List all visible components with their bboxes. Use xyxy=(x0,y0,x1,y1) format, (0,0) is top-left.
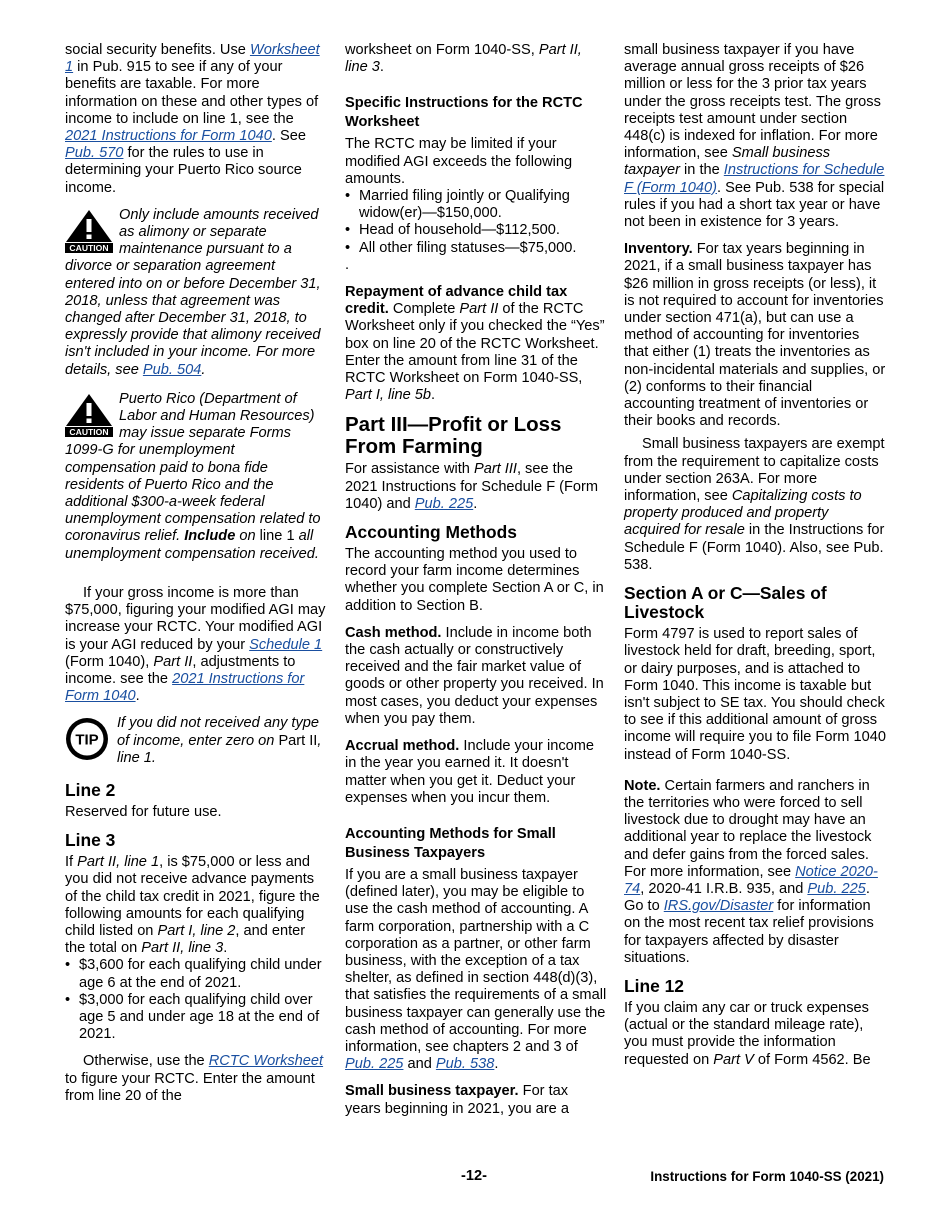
column-1 xyxy=(65,42,327,1115)
cash-method-paragraph: Cash method. Include in income both the cash actually or constructively received and the fair market value of goods or other property you received. In most cases, you deduct your expenses when you pay them. xyxy=(345,624,604,727)
page-footer xyxy=(0,1168,950,1188)
otherwise-paragraph: Otherwise, use the RCTC Worksheet to figure your RCTC. Enter the amount from line 20 of the xyxy=(65,1053,324,1104)
list-item: • All other filing statuses—$75,000. xyxy=(345,240,607,257)
line-3-heading: Line 3 xyxy=(65,830,116,851)
pub-225-link[interactable]: Pub. 225 xyxy=(345,1056,404,1073)
stray-dot: . xyxy=(345,256,350,273)
line-2-text: Reserved for future use. xyxy=(65,803,222,820)
column-3 xyxy=(624,42,886,1079)
pub-225-link[interactable]: Pub. 225 xyxy=(807,880,866,897)
caution-label: CAUTION xyxy=(69,426,109,437)
schedule-f-instructions-link[interactable]: Instructions for Schedule F (Form 1040) xyxy=(624,162,885,196)
tip-note: TIP If you did not received any type of income, enter zero on Part II, line 1. xyxy=(65,715,327,767)
accrual-method-paragraph: Accrual method. Include your income in the year you earned it. It doesn't matter when you get it. Deduct your expenses when you incur them. xyxy=(345,738,595,806)
line-12-heading: Line 12 xyxy=(624,975,684,996)
accounting-methods-heading: Accounting Methods xyxy=(345,522,517,543)
repayment-paragraph: Repayment of advance child tax credit. Complete Part II of the RCTC Worksheet only if you checked the “Yes” box on line 20 of the RCTC Worksheet. Enter the amount from line 31 of the RCTC Worksheet on Form 1040-SS, Part I, line 5b. xyxy=(345,284,605,404)
capitalize-paragraph: Small business taxpayers are exempt from the requirement to capitalize costs under section 263A. For more information, see Capitalizing costs to property produced and property acquired for resale in the Instructions for Schedule F (Form 1040). Also, see Pub. 538. xyxy=(624,436,885,573)
line-2-heading: Line 2 xyxy=(65,779,116,800)
notice-2020-74-link[interactable]: Notice 2020-74 xyxy=(624,863,878,897)
instructions-1040-link-2[interactable]: 2021 Instructions for Form 1040 xyxy=(65,670,305,705)
page-number: -12- xyxy=(461,1168,487,1184)
pub-570-link[interactable]: Pub. 570 xyxy=(65,145,124,162)
tip-label: TIP xyxy=(75,731,99,749)
note-paragraph: Note. Certain farmers and ranchers in the territories who were forced to sell livestock due to drought may have an additional year to replace the livestock and defer gains from the forced sales. For more information, see Notice 2020-74, 2020-41 I.R.B. 935, and Pub. 225. Go to IRS.gov/Disaster for information on the most recent tax relief provisions for taxpayers affected by disaster situations. xyxy=(624,777,878,966)
line-12-paragraph: If you claim any car or truck expenses (actual or the standard mileage rate), you must provide the information requested on Part V of Form 4562. Be xyxy=(624,999,871,1068)
part-3-heading: Part III—Profit or Loss From Farming xyxy=(345,413,562,459)
small-business-taxpayer-paragraph: Small business taxpayer. For tax years beginning in 2021, you are a xyxy=(345,1083,569,1117)
line-3-paragraph: If Part II, line 1, is $75,000 or less and you did not receive advance payments of the child tax credit in 2021, figure the following amounts for each qualifying child listed on Part I, line 2, and enter the total on Part II, line 3. xyxy=(65,854,320,957)
list-item: • Married filing jointly or Qualifying widow(er)—$150,000. xyxy=(345,188,607,222)
accounting-methods-paragraph: The accounting method you used to record your farm income determines whether you complete Section A or C, in addition to Section B. xyxy=(345,546,604,614)
caution-icon xyxy=(65,393,113,437)
section-a-c-paragraph: Form 4797 is used to report sales of livestock held for draft, breeding, sport, or dairy purposes, and is attached to Form 1040. This income is taxable but isn't subject to SE tax. You should check to see if this additional amount of gross income will require you to file Form 1040 instead of Form 1040-SS. xyxy=(624,626,886,763)
caution-note-unemployment: CAUTION Puerto Rico (Department of Labor and Human Resources) may issue separate Forms 1099-G for unemployment compensation paid to bona fide residents of Puerto Rico and the additional $300-a-week federal unemployment compensation related to coronavirus relief. Include on line 1 all unemployment compensation received. xyxy=(65,390,321,562)
caution-label: CAUTION xyxy=(69,242,109,253)
pub-538-link[interactable]: Pub. 538 xyxy=(435,1056,495,1073)
continuation-paragraph: worksheet on Form 1040-SS, Part II, line 3. xyxy=(345,42,582,76)
intro-paragraph: social security benefits. Use Worksheet 1 in Pub. 915 to see if any of your benefits are taxable. For more information on these and other types of income to include on line 1, see the 2021 Instructions for Form 1040. See Pub. 570 for the rules to use in determining your Puerto Rico source income. xyxy=(65,42,320,196)
caution-note-alimony: CAUTION Only include amounts received as alimony or separate maintenance pursuant to a divorce or separation agreement entered into on or before December 31, 2018, unless that agreement was changed after December 31, 2018, to expressly provide that alimony received isn't included in your income. For more details, see Pub. 504. xyxy=(65,206,321,378)
tip-icon xyxy=(65,717,109,761)
small-business-heading: Accounting Methods for Small Business Taxpayers xyxy=(345,825,556,861)
worksheet-1-link[interactable]: Worksheet 1 xyxy=(65,42,320,76)
inventory-paragraph: Inventory. For tax years beginning in 2021, if a small business taxpayer has $26 million in gross receipts (or less), it is not required to account for inventories under section 471(a), but can use a method of accounting for inventories that either (1) treats the inventories as non-incidental materials and supplies, or (2) conforms to their financial accounting treatment of inventories or their books and records. xyxy=(624,241,886,430)
part-3-paragraph: For assistance with Part III, see the 2021 Instructions for Schedule F (Form 1040) and Pub. 225. xyxy=(345,461,599,512)
rctc-limit-paragraph: The RCTC may be limited if your modified AGI exceeds the following amounts. xyxy=(345,136,573,187)
column-2 xyxy=(345,42,607,1128)
rctc-worksheet-link[interactable]: RCTC Worksheet xyxy=(208,1053,324,1070)
schedule-1-link[interactable]: Schedule 1 xyxy=(249,636,323,653)
footer-title: Instructions for Form 1040-SS (2021) xyxy=(650,1169,884,1184)
instructions-1040-link[interactable]: 2021 Instructions for Form 1040 xyxy=(65,128,272,145)
list-item: • Head of household—$112,500. xyxy=(345,222,607,239)
list-item: • $3,000 for each qualifying child over age 5 and under age 18 at the end of 2021. xyxy=(65,992,327,1044)
list-item: • $3,600 for each qualifying child under age 6 at the end of 2021. xyxy=(65,957,327,991)
small-business-paragraph: If you are a small business taxpayer (defined later), you may be eligible to use the cash method of accounting. A farm corporation, partnership with a C corporation as a partner, or other farm business, with the exception of a tax shelter, as defined in section 448(d)(3), that satisfies the requirements of a small business taxpayer can generally use the cash method of accounting. For more information, see chapters 2 and 3 of Pub. 225 and Pub. 538. xyxy=(345,866,607,1073)
rctc-worksheet-heading: Specific Instructions for the RCTC Worksheet xyxy=(345,95,583,131)
gross-income-paragraph: If your gross income is more than $75,000, figuring your modified AGI may increase your RCTC. Your modified AGI is your AGI reduced by your Schedule 1 (Form 1040), Part II, adjustments to income. see the 2021 Instructions for Form 1040. xyxy=(65,584,326,705)
section-a-c-heading: Section A or C—Sales of Livestock xyxy=(624,583,827,623)
continuation-paragraph: small business taxpayer if you have average annual gross receipts of $26 million or less for the 3 prior tax years under the gross receipts test. The gross receipts test amount under section 448(c) is indexed for inflation. For more information, see Small business taxpayer in the Instructions for Schedule F (Form 1040). See Pub. 538 for special rules if you had a short tax year or have not been in existence for 3 years. xyxy=(624,42,885,231)
pub-225-link[interactable]: Pub. 225 xyxy=(414,495,474,512)
pub-504-link[interactable]: Pub. 504 xyxy=(142,361,202,378)
caution-icon xyxy=(65,209,113,253)
irs-disaster-link[interactable]: IRS.gov/Disaster xyxy=(663,898,774,915)
